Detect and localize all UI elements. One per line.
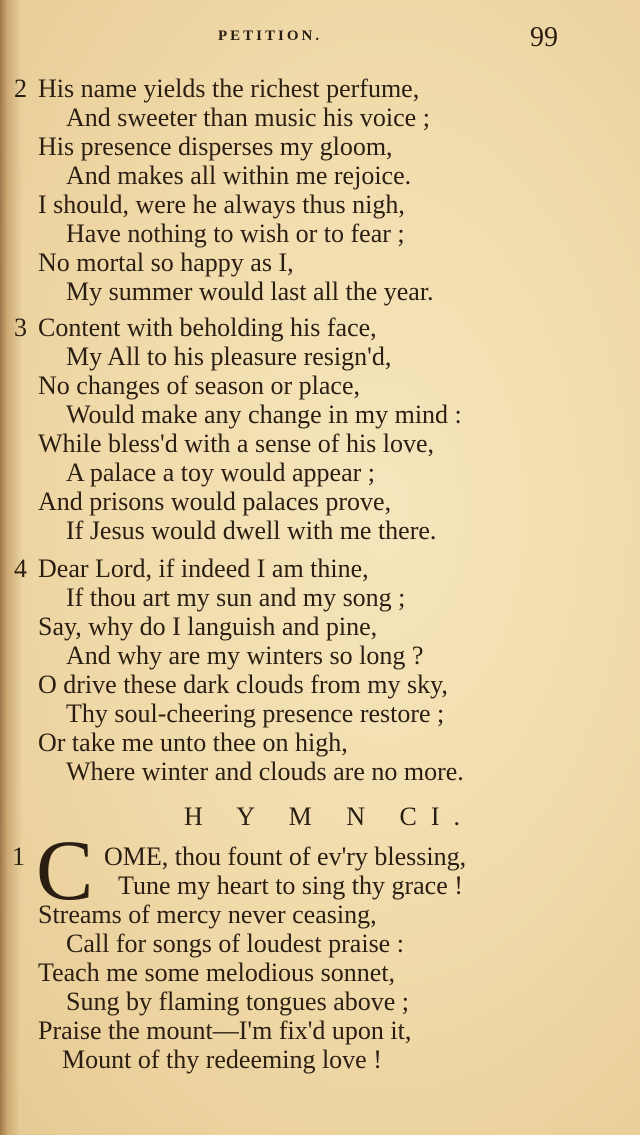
- verse-line: A palace a toy would appear ;: [66, 458, 375, 487]
- verse-line: Streams of mercy never ceasing,: [38, 900, 377, 929]
- hymn-title: H Y M N CI.: [184, 802, 475, 831]
- verse-line: And why are my winters so long ?: [66, 641, 424, 670]
- verse-line: Tune my heart to sing thy grace !: [118, 871, 463, 900]
- verse-line: His presence disperses my gloom,: [38, 132, 393, 161]
- verse-line: Sung by flaming tongues above ;: [66, 987, 410, 1016]
- verse-line: If Jesus would dwell with me there.: [66, 516, 437, 545]
- page-number: 99: [530, 22, 558, 53]
- stanza-number: 2: [14, 74, 27, 103]
- verse-line: My summer would last all the year.: [66, 277, 434, 306]
- verse-line: While bless'd with a sense of his love,: [38, 429, 435, 458]
- verse-line: No changes of season or place,: [38, 371, 360, 400]
- running-title: PETITION.: [218, 28, 323, 44]
- verse-line: OME, thou fount of ev'ry blessing,: [104, 842, 467, 871]
- verse-line: Praise the mount—I'm fix'd upon it,: [38, 1016, 412, 1045]
- verse-line: Have nothing to wish or to fear ;: [66, 219, 405, 248]
- verse-line: No mortal so happy as I,: [38, 248, 294, 277]
- verse-line: O drive these dark clouds from my sky,: [38, 670, 448, 699]
- verse-line: Dear Lord, if indeed I am thine,: [38, 554, 369, 583]
- verse-line: Thy soul-cheering presence restore ;: [66, 699, 445, 728]
- verse-line: Or take me unto thee on high,: [38, 728, 348, 757]
- verse-line: Say, why do I languish and pine,: [38, 612, 378, 641]
- verse-line: And makes all within me rejoice.: [66, 161, 412, 190]
- drop-cap: C: [36, 822, 94, 918]
- verse-line: Content with beholding his face,: [38, 313, 377, 342]
- stanza-number: 4: [14, 554, 27, 583]
- verse-line: Would make any change in my mind :: [66, 400, 462, 429]
- verse-line: And sweeter than music his voice ;: [66, 103, 430, 132]
- verse-line: Teach me some melodious sonnet,: [38, 958, 396, 987]
- verse-line: If thou art my sun and my song ;: [66, 583, 406, 612]
- verse-line: His name yields the richest perfume,: [38, 74, 420, 103]
- verse-line: Call for songs of loudest praise :: [66, 929, 404, 958]
- verse-line: And prisons would palaces prove,: [38, 487, 392, 516]
- stanza-number: 1: [12, 842, 25, 871]
- verse-line: Where winter and clouds are no more.: [66, 757, 464, 786]
- verse-line: I should, were he always thus nigh,: [38, 190, 405, 219]
- verse-line: My All to his pleasure resign'd,: [66, 342, 392, 371]
- page-header: [0, 22, 640, 52]
- verse-line: Mount of thy redeeming love !: [62, 1045, 382, 1074]
- stanza-number: 3: [14, 313, 27, 342]
